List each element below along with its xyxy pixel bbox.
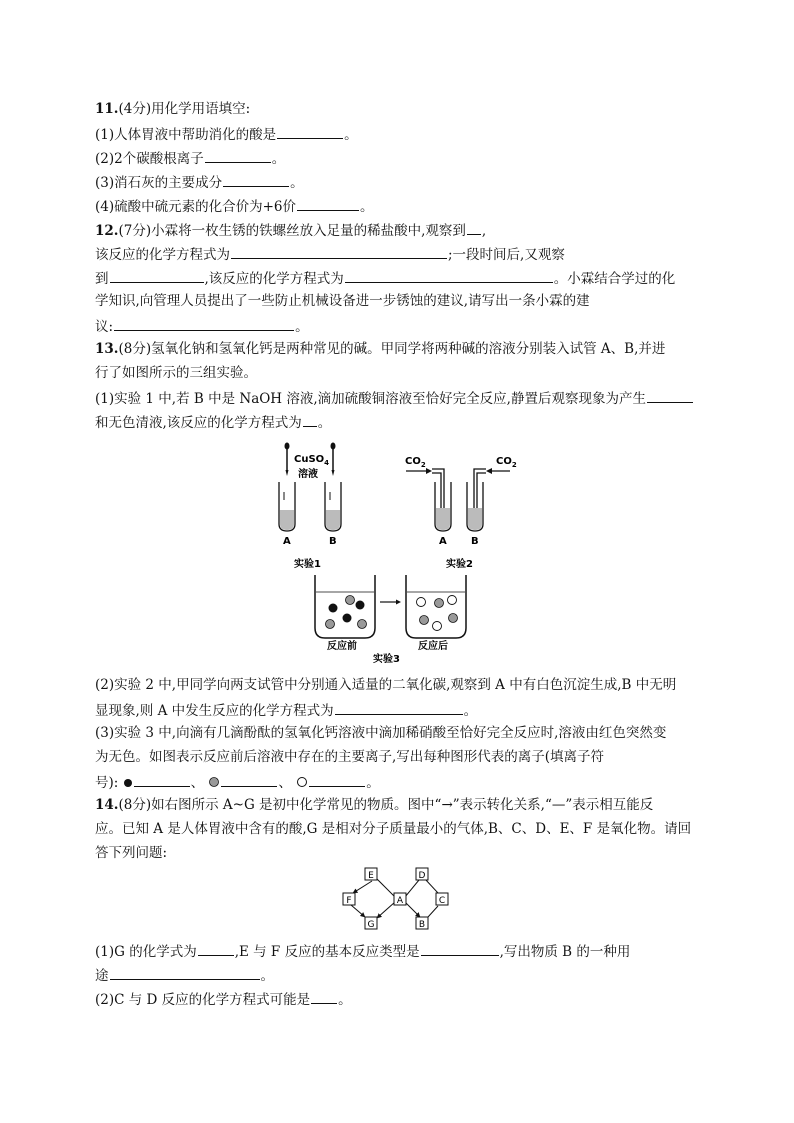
q14-part1-line-1 [95,942,630,960]
q13-blank-white[interactable] [309,773,365,787]
q11-item-1-text: (1)人体胃液中帮助消化的酸是 [95,127,277,143]
q12-line-3 [95,269,675,287]
before-label: 反应前 [327,641,357,652]
q14-blank-1[interactable] [198,942,234,956]
q13-part3-line-2 [95,749,604,765]
relation-diagram [338,866,462,932]
white-circle-icon [296,776,308,788]
q12-blank-4[interactable] [345,269,553,283]
q11-item-3 [95,173,304,191]
q11-blank-4[interactable] [297,197,359,211]
period: 。 [290,175,304,191]
q11-item-2-text: (2)2个碳酸根离子 [95,151,204,167]
q14-part1-text-b: ,E 与 F 反应的基本反应类型是 [234,944,420,960]
q13-blank-3[interactable] [335,701,463,715]
q13-blank-2[interactable] [303,413,317,427]
q13-part1-line-2 [95,413,331,431]
node-d [416,868,428,881]
q14-blank-2[interactable] [421,942,499,956]
q13-blank-grey[interactable] [221,773,277,787]
q14-blank-3[interactable] [110,966,260,980]
q14-line-2 [95,821,691,837]
q11-blank-3[interactable] [223,173,289,187]
ion-white [448,596,457,605]
svg-text:F: F [346,896,352,906]
node-f [343,893,355,906]
ion-white [417,598,426,607]
q14-part1-text-c: ,写出物质 B 的一种用 [499,944,631,960]
q13-part1-line-1 [95,389,694,407]
q14-part1-line-2 [95,966,274,984]
arrow-right-in [486,468,510,474]
q13-line-1 [95,341,665,357]
label-a-exp1: A [283,536,291,547]
co2-label-left: $CO_2$ [405,456,426,469]
q12-number: 12. [95,223,119,239]
svg-text:B: B [418,920,426,930]
q13-part2-text-b: 显现象,则 A 中发生反应的化学方程式为 [95,703,334,719]
q12-blank-2[interactable] [231,245,447,259]
q14-blank-4[interactable] [311,990,337,1004]
exp1-caption: 实验1 [294,559,321,570]
exp3-caption: 实验3 [373,654,400,665]
ion-black [343,614,352,623]
co2-label-right: $CO_2$ [496,456,517,469]
q13-part2-text-a: (2)实验 2 中,甲同学向两支试管中分别通入适量的二氧化碳,观察到 A 中有白色沉淀生成,B 中无明 [95,677,677,693]
svg-text:G: G [367,920,375,930]
q14-line-1 [95,797,653,813]
period: 。 [317,415,332,431]
ion-white [433,622,442,631]
solution-label: 溶液 [298,469,318,480]
q11-stem [95,101,250,117]
q11-item-4-text: (4)硫酸中硫元素的化合价为+6价 [95,199,297,215]
q11-item-2 [95,149,285,167]
after-label: 反应后 [418,641,448,652]
q13-part3-text-c: 号): [95,775,119,791]
svg-text:E: E [368,871,374,881]
q14-text-1: (8分)如右图所示 A~G 是初中化学常见的物质。图中“→”表示转化关系,“—”表示相互能反 [118,797,654,813]
ion-grey [358,620,367,629]
beaker-after [406,575,466,638]
period: 。 [463,703,478,719]
ion-grey [326,620,335,629]
q12-blank-5[interactable] [114,317,294,331]
svg-text:C: C [438,896,446,906]
dropper-a [285,443,290,477]
q14-part1-text-a: (1)G 的化学式为 [95,944,197,960]
q14-text-2: 应。已知 A 是人体胃液中含有的酸,G 是相对分子质量最小的气体,B、C、D、E、F 是氧化物。请回 [95,821,692,837]
period: 。 [366,775,380,791]
period: 。 [260,968,274,984]
ion-grey [449,614,458,623]
ion-black [356,601,365,610]
separator: 、 [278,775,292,791]
dropper-b [331,443,336,477]
q13-part3-text-a: (3)实验 3 中,向滴有几滴酚酞的氢氧化钙溶液中滴加稀硝酸至恰好完全反应时,溶液由红色突然变 [95,725,667,741]
q14-text-3: 答下列问题: [95,845,168,861]
q11-blank-1[interactable] [277,125,343,139]
ion-black [329,604,338,613]
q13-blank-black[interactable] [134,773,190,787]
q12-text-2b: ;一段时间后,又观察 [448,247,565,263]
q12-text-4: 学知识,向管理人员提出了一些防止机械设备进一步锈蚀的建议,请写出一条小霖的建 [95,293,590,309]
q12-blank-3[interactable] [110,269,204,283]
q11-item-1 [95,125,358,143]
period: 。 [360,199,374,215]
ion-grey [435,599,444,608]
node-e [365,868,377,881]
q11-blank-2[interactable] [205,149,271,163]
q12-text-3c: 。小霖结合学过的化 [553,271,676,287]
q12-line-5 [95,317,309,335]
period: 。 [338,992,352,1008]
cuso4-label: CuSO$_4$ [294,454,330,467]
ion-grey [420,616,429,625]
node-b [416,917,428,930]
label-b-exp1: B [329,536,337,547]
svg-text:D: D [418,871,426,881]
test-tube-a-exp1 [279,482,295,531]
node-c [436,893,448,906]
experiment-figure [260,440,530,665]
separator: 、 [190,775,205,791]
q12-text-3b: ,该反应的化学方程式为 [204,271,344,287]
q13-part2-line-1 [95,677,676,693]
period: 。 [271,151,286,167]
label-a-exp2: A [439,536,447,547]
grey-circle-icon [208,776,220,788]
q12-line-1 [95,221,486,239]
node-a [394,893,406,906]
exp2-caption: 实验2 [446,559,473,570]
q13-part1-text-a: (1)实验 1 中,若 B 中是 NaOH 溶液,滴加硫酸铜溶液至恰好完全反应,静置后观察现象为产生 [95,391,646,407]
q13-part3-line-1 [95,725,666,741]
q12-line-2 [95,245,565,263]
ion-grey [346,596,355,605]
q12-text-2a: 该反应的化学方程式为 [95,247,230,263]
q13-number: 13. [95,341,119,357]
q12-text-3a: 到 [95,271,109,287]
test-tube-b-exp2 [467,482,483,531]
q11-item-4 [95,197,374,215]
arrow-left-in [406,468,432,474]
q14-line-3 [95,845,167,861]
q11-stem-text: (4分)用化学用语填空: [118,101,251,117]
label-b-exp2: B [471,536,479,547]
q12-blank-1[interactable] [467,221,481,235]
q12-text-1: (7分)小霖将一枚生锈的铁螺丝放入足量的稀盐酸中,观察到 [118,223,466,239]
q11-number: 11. [95,101,119,117]
q13-blank-1[interactable] [647,389,693,403]
svg-text:A: A [396,896,404,906]
comma: , [481,223,487,239]
q13-part3-line-3 [95,773,380,791]
q14-part1-text-d: 途 [95,968,109,984]
q14-number: 14. [95,797,119,813]
q12-text-5: 议: [95,319,114,335]
q13-text-2: 行了如图所示的三组实验。 [95,365,257,381]
q12-line-4 [95,293,590,309]
period: 。 [295,319,309,335]
q13-part2-line-2 [95,701,477,719]
beaker-before [315,575,375,638]
q13-part3-text-b: 为无色。如图表示反应前后溶液中存在的主要离子,写出每种图形代表的离子(填离子符 [95,749,605,765]
q14-part2-text-a: (2)C 与 D 反应的化学方程式可能是 [95,992,311,1008]
q13-part1-text-b: 和无色清液,该反应的化学方程式为 [95,415,302,431]
period: 。 [344,127,358,143]
test-tube-b-exp1 [325,482,341,531]
black-circle-icon [123,778,133,788]
q11-item-3-text: (3)消石灰的主要成分 [95,175,223,191]
node-g [365,917,377,930]
q14-part2-line [95,990,352,1008]
q13-line-2 [95,365,257,381]
test-tube-a-exp2 [435,482,451,531]
q13-text-1: (8分)氢氧化钠和氢氧化钙是两种常见的碱。甲同学将两种碱的溶液分别装入试管 A、B,并进 [118,341,666,357]
reaction-arrow [380,600,401,605]
